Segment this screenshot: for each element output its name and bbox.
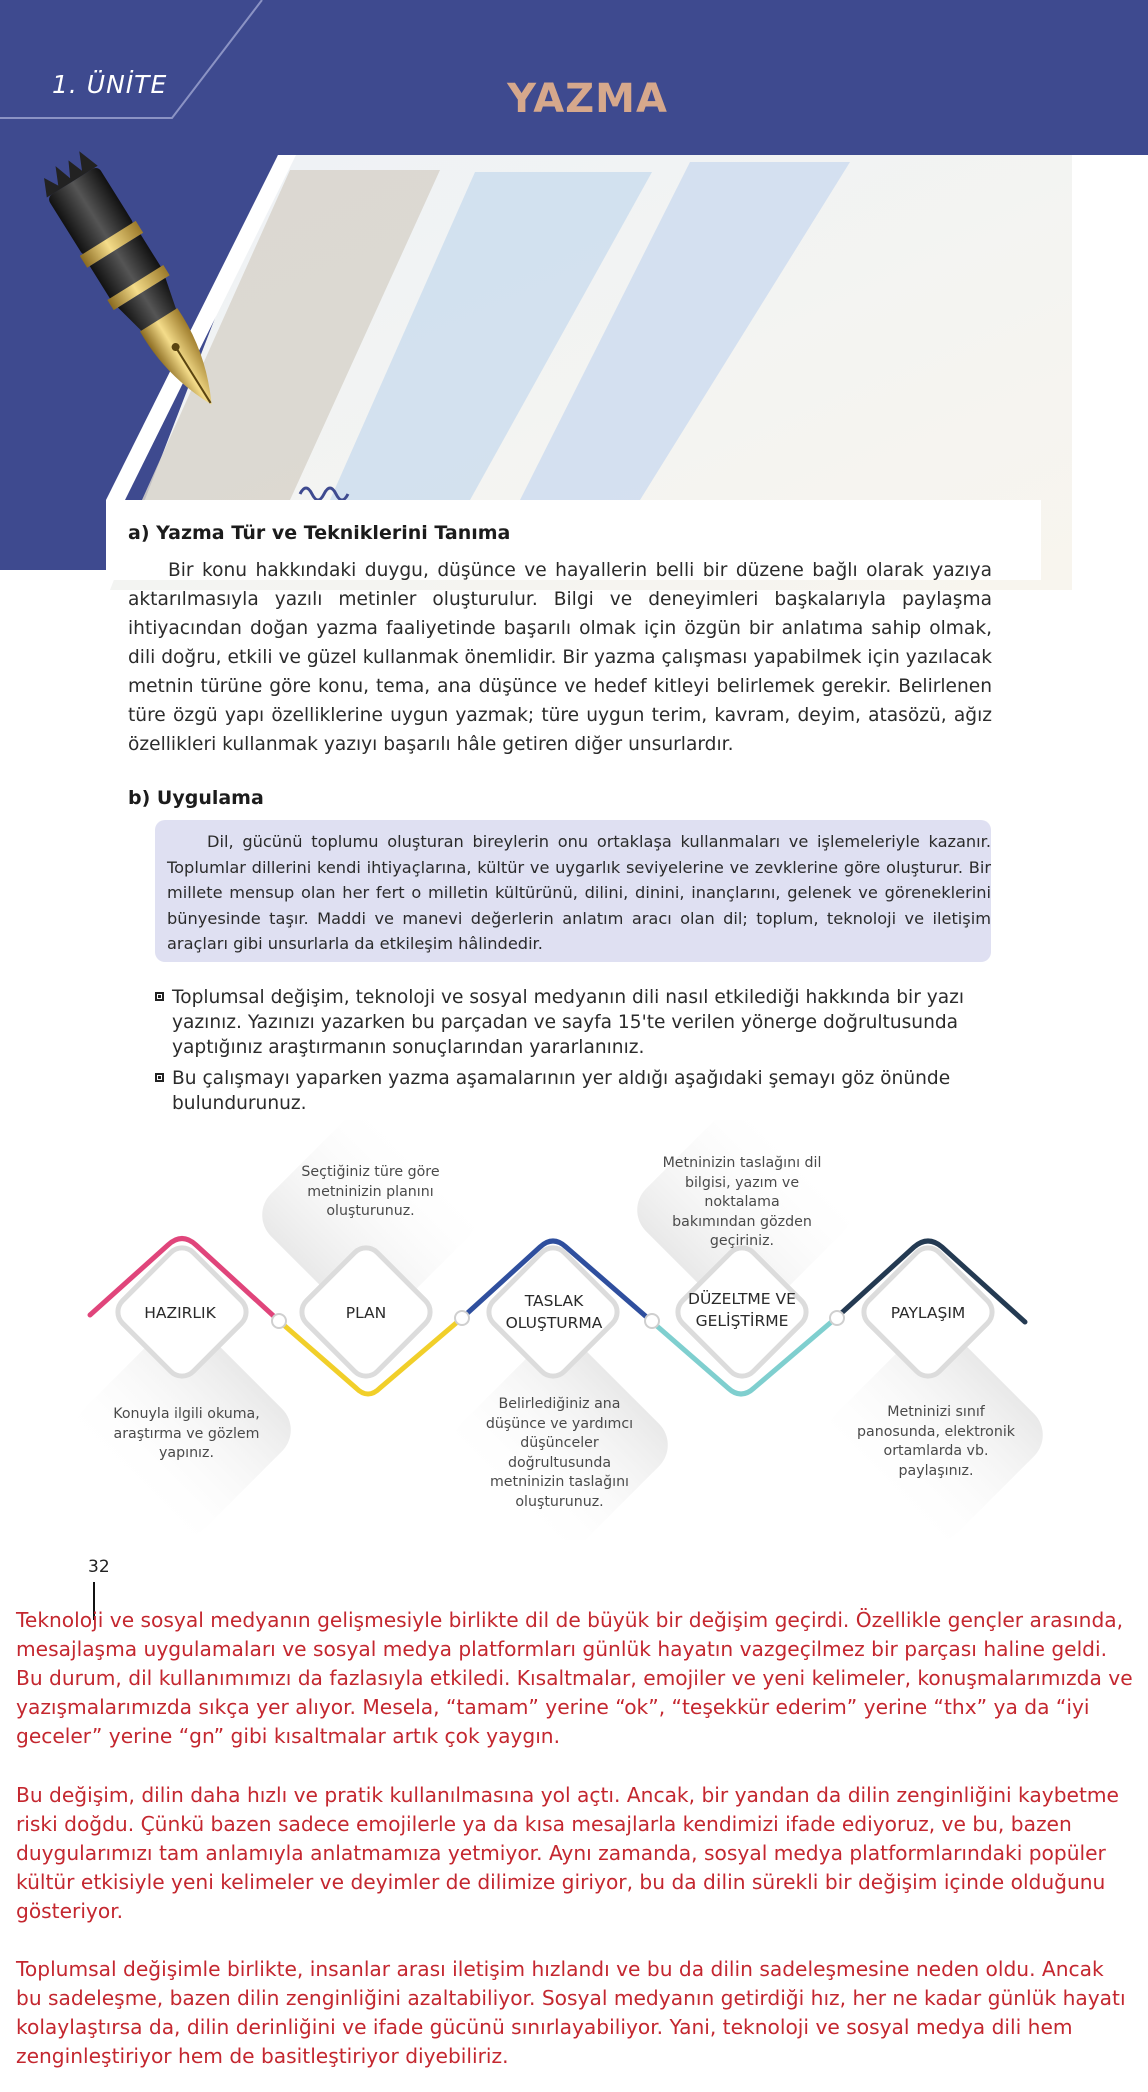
step-label-hazirlik: HAZIRLIK <box>144 1304 216 1322</box>
essay-text-3: Toplumsal değişimle birlikte, insanlar arası iletişim hızlandı ve bu da dilin sadeleşmesine neden oldu. Ancak bu sadeleşme, bazen dilin zenginliğini azaltabiliyor. Sosyal medyanın getirdiği hız, her ne kadar günlük hayatı kolaylaştırsa da, dilin derinliğini ve ifade gücünü sınırlayabiliyor. Yani, teknoloji ve sosyal medya dili hem zenginleştiriyor hem de basitleştiriyor diyebiliriz. <box>16 1957 1126 2068</box>
essay-text-2: Bu değişim, dilin daha hızlı ve pratik kullanılmasına yol açtı. Ancak, bir yandan da dilin zenginliğini kaybetme riski doğdu. Çünkü bazen sadece emojilerle ya da kısa mesajlarla kendimizi ifade ediyoruz, ve bu, bazen duygularımızı tam anlamıyla anlatmamıza yetmiyor. Aynı zamanda, sosyal medya platformlarındaki popüler kültür etkisiyle yeni kelimeler ve deyimler de dilimize giriyor, bu da dilin sürekli bir değişim içinde olduğunu gösteriyor. <box>16 1783 1119 1923</box>
essay-paragraph-2 <box>16 1781 1134 1926</box>
desc-paylasim: Metninizi sınıf panosunda, elektronik ortamlarda vb. paylaşınız. <box>857 1404 1015 1479</box>
bullet-square-icon <box>155 992 164 1001</box>
essay-paragraph-3 <box>16 1955 1134 2071</box>
page-number: 32 <box>88 1557 110 1577</box>
desc-duzeltme: Metninizin taslağını dil bilgisi, yazım ve noktalama bakımından gözden geçiriniz. <box>662 1155 822 1249</box>
quote-text <box>167 829 991 957</box>
step-label-paylasim: PAYLAŞIM <box>890 1304 966 1322</box>
desc-taslak: Belirlediğiniz ana düşünce ve yardımcı düşünceler doğrultusunda metninizin taslağını oluşturunuz. <box>485 1396 634 1510</box>
essay-text-1: Teknoloji ve sosyal medyanın gelişmesiyle birlikte dil de büyük bir değişim geçirdi. Özellikle gençler arasında, mesajlaşma uygulamaları ve sosyal medya platformları günlük hayatın vazgeçilmez bir parçası haline geldi. Bu durum, dil kullanımımızı da fazlasıyla etkiledi. Kısaltmalar, emojiler ve yeni kelimeler, konuşmalarımızda ve yazışmalarımızda sıkça yer alıyor. Mesela, “tamam” yerine “ok”, “teşekkür ederim” yerine “thx” ya da “iyi geceler” yerine “gn” gibi kısaltmalar artık çok yaygın. <box>16 1608 1133 1748</box>
section-a-paragraph <box>128 556 992 759</box>
section-a-heading: a) Yazma Tür ve Tekniklerini Tanıma <box>128 522 511 544</box>
desc-hazirlik: Konuyla ilgili okuma, araştırma ve gözlem yapınız. <box>113 1406 260 1461</box>
step-label-duzeltme: DÜZELTME VE GELİŞTİRME <box>688 1290 796 1330</box>
bullet-text: Bu çalışmayı yaparken yazma aşamalarının yer aldığı aşağıdaki şemayı göz önünde bulundurunuz. <box>172 1068 951 1114</box>
section-b-heading: b) Uygulama <box>128 787 264 809</box>
step-label-plan: PLAN <box>345 1304 387 1322</box>
desc-plan: Seçtiğiniz türe göre metninizin planını oluşturunuz. <box>301 1164 440 1219</box>
step-label-taslak: TASLAK OLUŞTURMA <box>505 1292 603 1332</box>
quote-paragraph: Dil, gücünü toplumu oluşturan bireylerin onu ortaklaşa kullanmaları ve işlemeleriyle kazanır. Toplumlar dillerini kendi ihtiyaçlarına, kültür ve uygarlık seviyelerine ve zevklerine göre oluşturur. Bir millete mensup olan her fert o milletin kültürünü, dilini, dinini, inançlarını, gelenek ve göreneklerini bünyesinde taşır. Maddi ve manevi değerlerin anlatım aracı olan dil; toplum, teknoloji ve iletişim araçları gibi unsurlarla da etkileşim hâlindedir. <box>167 832 991 953</box>
bullet-square-icon <box>155 1073 164 1082</box>
bullet-item-1 <box>155 985 995 1060</box>
essay-paragraph-1 <box>16 1606 1134 1751</box>
section-a-text: Bir konu hakkındaki duygu, düşünce ve hayallerin belli bir düzene bağlı olarak yazıya aktarılmasıyla yazılı metinler oluşturulur. Bilgi ve deneyimleri başkalarıyla paylaşma ihtiyacından doğan yazma faaliyetinde başarılı olmak için özgün bir anlatıma sahip olmak, dili doğru, etkili ve güzel kullanmak önemlidir. Bir yazma çalışması yapabilmek için yazılacak metnin türüne göre konu, tema, ana düşünce ve hedef kitleyi belirlemek gerekir. Belirlenen türe özgü yapı özelliklerine uygun yazmak; türe uygun terim, kavram, deyim, atasözü, ağız özellikleri kullanmak yazıyı başarılı hâle getiren diğer unsurlardır. <box>128 560 992 755</box>
bullet-text: Toplumsal değişim, teknoloji ve sosyal medyanın dili nasıl etkilediği hakkında bir yazı yazınız. Yazınızı yazarken bu parçadan ve sayfa 15'te verilen yönerge doğrultusunda yaptığınız araştırmanın sonuçlarından yararlanınız. <box>172 987 965 1058</box>
bullet-item-2 <box>155 1066 995 1116</box>
page-title: YAZMA <box>507 76 668 122</box>
unit-label: 1. ÜNİTE <box>52 70 168 99</box>
